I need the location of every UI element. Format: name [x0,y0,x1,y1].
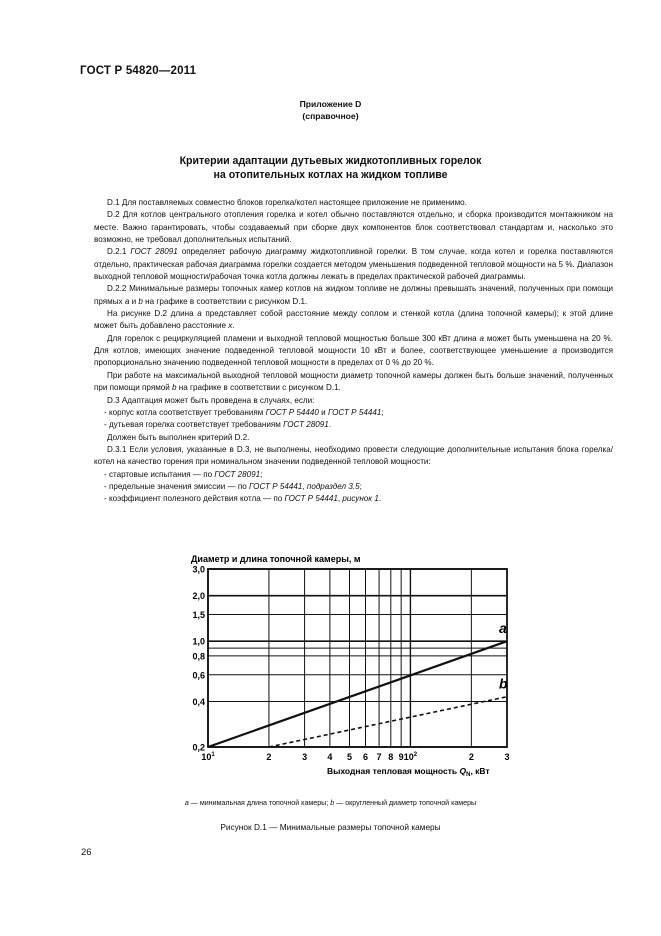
annex-type: (справочное) [302,111,359,121]
list-item: - предельные значения эмиссии — по ГОСТ Р 54441, подраздел 3.5; [104,481,362,491]
y-tick-label: 0,6 [192,670,205,681]
list-item: - корпус котла соответствует требованиям ГОСТ Р 54440 и ГОСТ Р 54441; [104,407,384,417]
chart-x-label: Выходная тепловая мощность $Q_N$, кВт [327,766,490,778]
paragraph: При работе на максимальной выходной тепловой мощности диаметр топочной камеры должен быть больше значений, полученных при помощи прямой b на графике в соответствии с рисунком D.1. [94,370,613,393]
figure-legend: a — минимальная длина топочной камеры; b — округленный диаметр топочной камеры [184,799,477,807]
paragraph: D.2 Для котлов центрального отопления горелка и котел обычно поставляются отдельно, и сборка производится монтажником на месте. Важно гарантировать, чтобы создаваемый при сборке двух компонентов блок соответствовал стандартам и, насколько это возможно, не требовал дополнительных испытаний. [94,210,613,245]
y-tick-label: 1,0 [192,636,205,647]
x-tick-label: 4 [327,752,333,762]
paragraph: Должен быть выполнен критерий D.2. [107,432,250,442]
x-tick-label: 7 [376,752,382,762]
page-number: 26 [81,847,92,858]
y-tick-label: 0,8 [192,651,205,662]
figure-title: Рисунок D.1 — Минимальные размеры топочной камеры [220,822,441,832]
x-tick-label: 8 [388,752,394,762]
x-tick-label: 2 [266,752,272,762]
paragraph: D.2.2 Минимальные размеры топочных камер котлов на жидком топливе не должны превышать значений, полученных при помощи прямых a и b на графике в соответствии с рисунком D.1. [94,284,613,306]
chart-title: Диаметр и длина топочной камеры, м [191,554,361,564]
list-item: - стартовые испытания — по ГОСТ 28091; [104,469,263,479]
x-tick-label: 3 [504,752,510,762]
list-item: - коэффициент полезного действия котла — по ГОСТ Р 54441, рисунок 1. [104,494,382,504]
x-tick-label: 2 [468,752,474,762]
x-tick-label: 6 [363,752,369,762]
series-line-a [208,641,507,747]
standard-header: ГОСТ Р 54820—2011 [80,65,197,77]
list-item: - дутьевая горелка соответствует требованиям ГОСТ 28091. [104,420,332,430]
paragraph: D.1 Для поставляемых совместно блоков горелка/котел настоящее приложение не применимо. [107,198,467,207]
section-title-line-1: Критерии адаптации дутьевых жидкотопливных горелок [179,155,482,167]
y-tick-label: 3,0 [192,564,205,575]
x-tick-label: $10^1$ [201,752,215,762]
chart-series [208,620,508,747]
x-tick-label: $10^2$ [403,752,418,762]
x-tick-label: 9 [398,752,404,762]
series-label-b: b [499,675,508,692]
y-tick-label: 0,4 [192,696,205,707]
series-label-a: a [499,620,507,637]
y-tick-label: 0,2 [192,742,205,753]
y-tick-label: 2,0 [192,591,205,602]
x-tick-label: 3 [302,752,308,762]
x-tick-label: 5 [346,752,352,762]
y-tick-label: 1,5 [192,610,205,621]
paragraph: На рисунке D.2 длина a представляет собой расстояние между соплом и стенкой котла (длина топочной камеры); к этой длине может быть добавлено расстояние x. [94,309,614,331]
section-title-line-2: на отопительных котлах на жидком топливе [213,169,448,181]
chart-tick-labels [192,565,509,763]
paragraph: Для горелок с рециркуляцией пламени и выходной тепловой мощностью больше 300 кВт длина a может быть уменьшена на 20 %. Для котлов, имеющих значение подведенной тепловой мощности 10 кВт и более, соответствующее уменьшение a производится пропорционально значению подведенной тепловой мощности в пределах от 0 % до 20 %. [94,333,613,368]
paragraph: D.2.1 ГОСТ 28091 определяет рабочую диаграмму жидкотопливной горелки. В том случае, когда котел и горелка поставляются отдельно, практическая рабочая диаграмма горелки создается методом уменьшения подведенной тепловой мощности на 5 %. Диапазон выходной тепловой мощности/рабочая точка котла должны лежать в пределах практической рабочей диаграммы. [94,247,613,282]
paragraph: D.3.1 Если условия, указанные в D.3, не выполнены, необходимо провести следующие дополнительные испытания блока горелка/котел на качество горения при номинальном значении подведенной тепловой мощности: [94,444,613,467]
annex-name: Приложение D [299,99,362,109]
paragraph: D.3 Адаптация может быть проведена в случаях, если: [107,395,315,405]
